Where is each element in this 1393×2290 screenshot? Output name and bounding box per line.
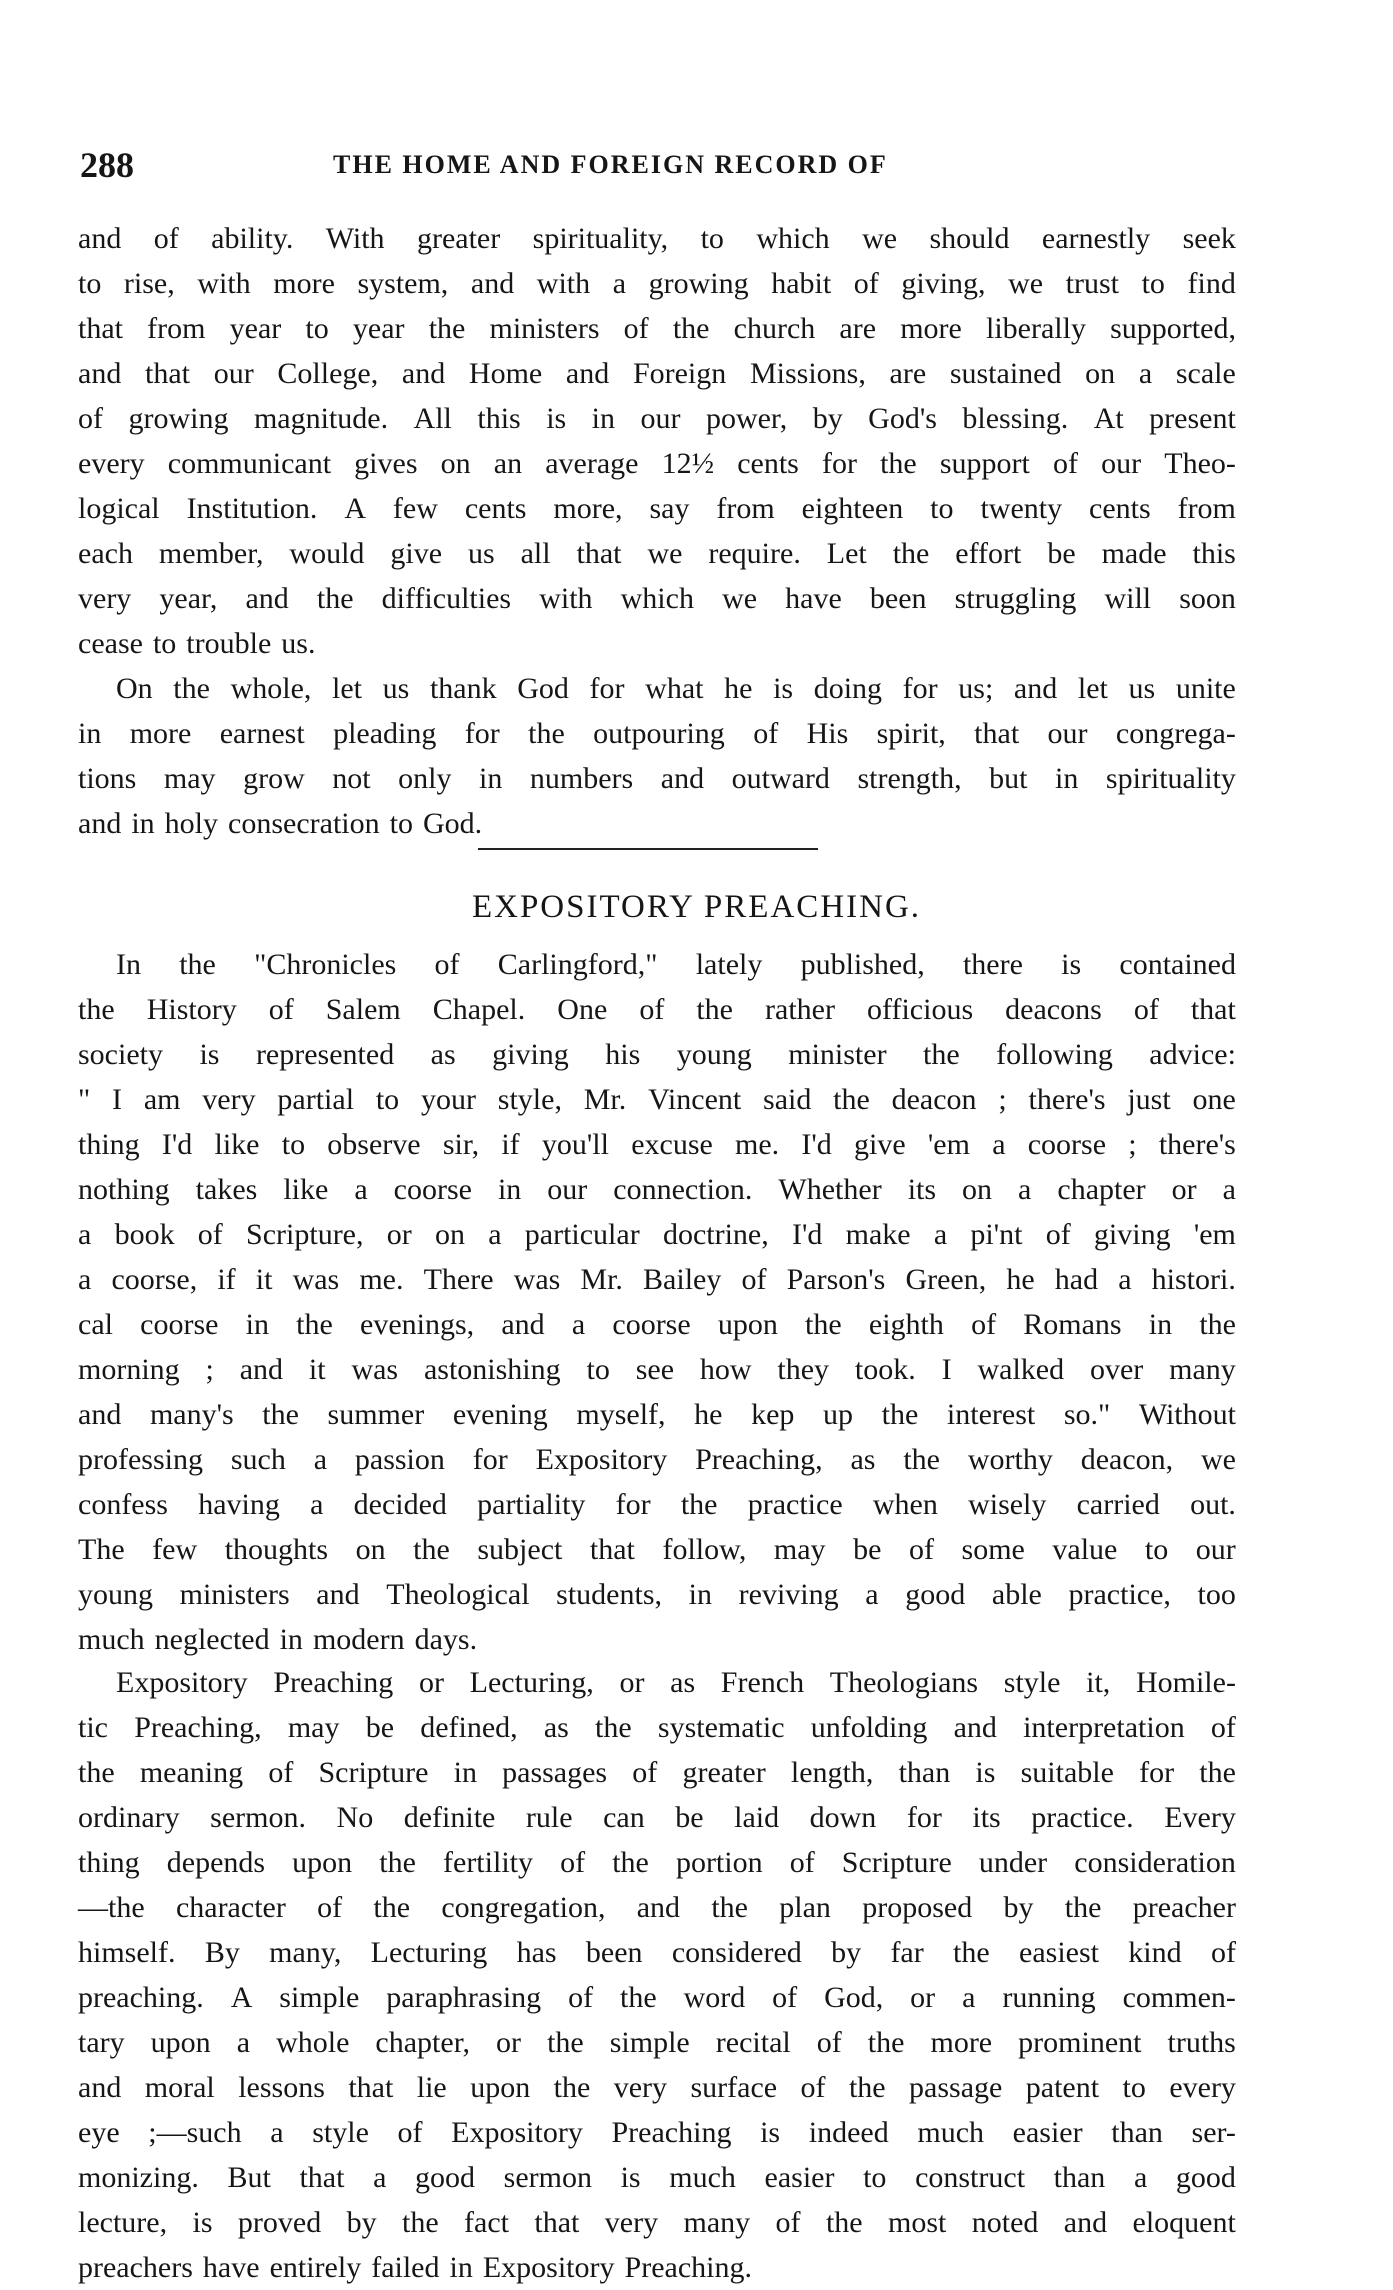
text-line: tary upon a whole chapter, or the simple recital of the more prominent truths	[78, 2026, 1236, 2059]
text-line: Expository Preaching or Lecturing, or as French Theologians style it, Homile-	[116, 1666, 1236, 1699]
text-line: much neglected in modern days.	[78, 1623, 478, 1656]
text-line: On the whole, let us thank God for what he is doing for us; and let us unite	[116, 672, 1236, 705]
text-line: young ministers and Theological students, in reviving a good able practice, too	[78, 1578, 1236, 1611]
text-line: and many's the summer evening myself, he kep up the interest so." Without	[78, 1398, 1236, 1431]
text-line: monizing. But that a good sermon is much easier to construct than a good	[78, 2161, 1236, 2194]
text-line: every communicant gives on an average 12½ cents for the support of our Theo-	[78, 447, 1236, 480]
text-line: cease to trouble us.	[78, 627, 316, 660]
paragraph	[78, 1660, 1236, 2290]
page-header	[80, 140, 1260, 190]
text-line: thing depends upon the fertility of the portion of Scripture under consideration	[78, 1846, 1236, 1879]
page-number: 288	[80, 145, 134, 185]
paragraph	[78, 942, 1236, 1662]
text-line: logical Institution. A few cents more, say from eighteen to twenty cents from	[78, 492, 1236, 525]
text-line: preaching. A simple paraphrasing of the word of God, or a running commen-	[78, 1981, 1236, 2014]
text-line: very year, and the difficulties with which we have been struggling will soon	[78, 582, 1236, 615]
text-line: to rise, with more system, and with a growing habit of giving, we trust to find	[78, 267, 1236, 300]
text-line: the History of Salem Chapel. One of the rather officious deacons of that	[78, 993, 1236, 1026]
text-line: society is represented as giving his young minister the following advice:	[78, 1038, 1236, 1071]
text-line: tions may grow not only in numbers and outward strength, but in spirituality	[78, 762, 1236, 795]
text-line: the meaning of Scripture in passages of greater length, than is suitable for the	[78, 1756, 1236, 1789]
running-head: THE HOME AND FOREIGN RECORD OF	[333, 150, 888, 179]
text-line: and that our College, and Home and Foreign Missions, are sustained on a scale	[78, 357, 1236, 390]
text-line: himself. By many, Lecturing has been considered by far the easiest kind of	[78, 1936, 1236, 1969]
text-line: The few thoughts on the subject that follow, may be of some value to our	[78, 1533, 1236, 1566]
text-line: " I am very partial to your style, Mr. Vincent said the deacon ; there's just one	[78, 1083, 1236, 1116]
section-divider	[478, 848, 818, 850]
text-line: In the "Chronicles of Carlingford," lately published, there is contained	[116, 948, 1236, 981]
text-line: lecture, is proved by the fact that very many of the most noted and eloquent	[78, 2206, 1236, 2239]
text-line: preachers have entirely failed in Expository Preaching.	[78, 2251, 752, 2284]
text-line: —the character of the congregation, and the plan proposed by the preacher	[78, 1891, 1236, 1924]
text-line: and of ability. With greater spirituality, to which we should earnestly seek	[78, 222, 1236, 255]
text-line: ordinary sermon. No definite rule can be laid down for its practice. Every	[78, 1801, 1236, 1834]
text-line: thing I'd like to observe sir, if you'll excuse me. I'd give 'em a coorse ; there's	[78, 1128, 1236, 1161]
text-line: cal coorse in the evenings, and a coorse upon the eighth of Romans in the	[78, 1308, 1236, 1341]
text-line: and moral lessons that lie upon the very surface of the passage patent to every	[78, 2071, 1236, 2104]
text-line: of growing magnitude. All this is in our power, by God's blessing. At present	[78, 402, 1236, 435]
section-heading: EXPOSITORY PREACHING.	[471, 889, 922, 925]
text-line: in more earnest pleading for the outpouring of His spirit, that our congrega-	[78, 717, 1236, 750]
text-line: morning ; and it was astonishing to see how they took. I walked over many	[78, 1353, 1236, 1386]
text-line: and in holy consecration to God.	[78, 807, 483, 840]
text-line: that from year to year the ministers of the church are more liberally supported,	[78, 312, 1236, 345]
text-line: eye ;—such a style of Expository Preaching is indeed much easier than ser-	[78, 2116, 1236, 2149]
text-line: tic Preaching, may be defined, as the systematic unfolding and interpretation of	[78, 1711, 1236, 1744]
text-line: a book of Scripture, or on a particular doctrine, I'd make a pi'nt of giving 'em	[78, 1218, 1236, 1251]
text-line: nothing takes like a coorse in our connection. Whether its on a chapter or a	[78, 1173, 1236, 1206]
paragraph	[78, 216, 1236, 666]
text-line: confess having a decided partiality for the practice when wisely carried out.	[78, 1488, 1236, 1521]
text-line: a coorse, if it was me. There was Mr. Bailey of Parson's Green, he had a histori.	[78, 1263, 1236, 1296]
text-line: professing such a passion for Expository Preaching, as the worthy deacon, we	[78, 1443, 1236, 1476]
paragraph	[78, 666, 1236, 846]
text-line: each member, would give us all that we require. Let the effort be made this	[78, 537, 1236, 570]
